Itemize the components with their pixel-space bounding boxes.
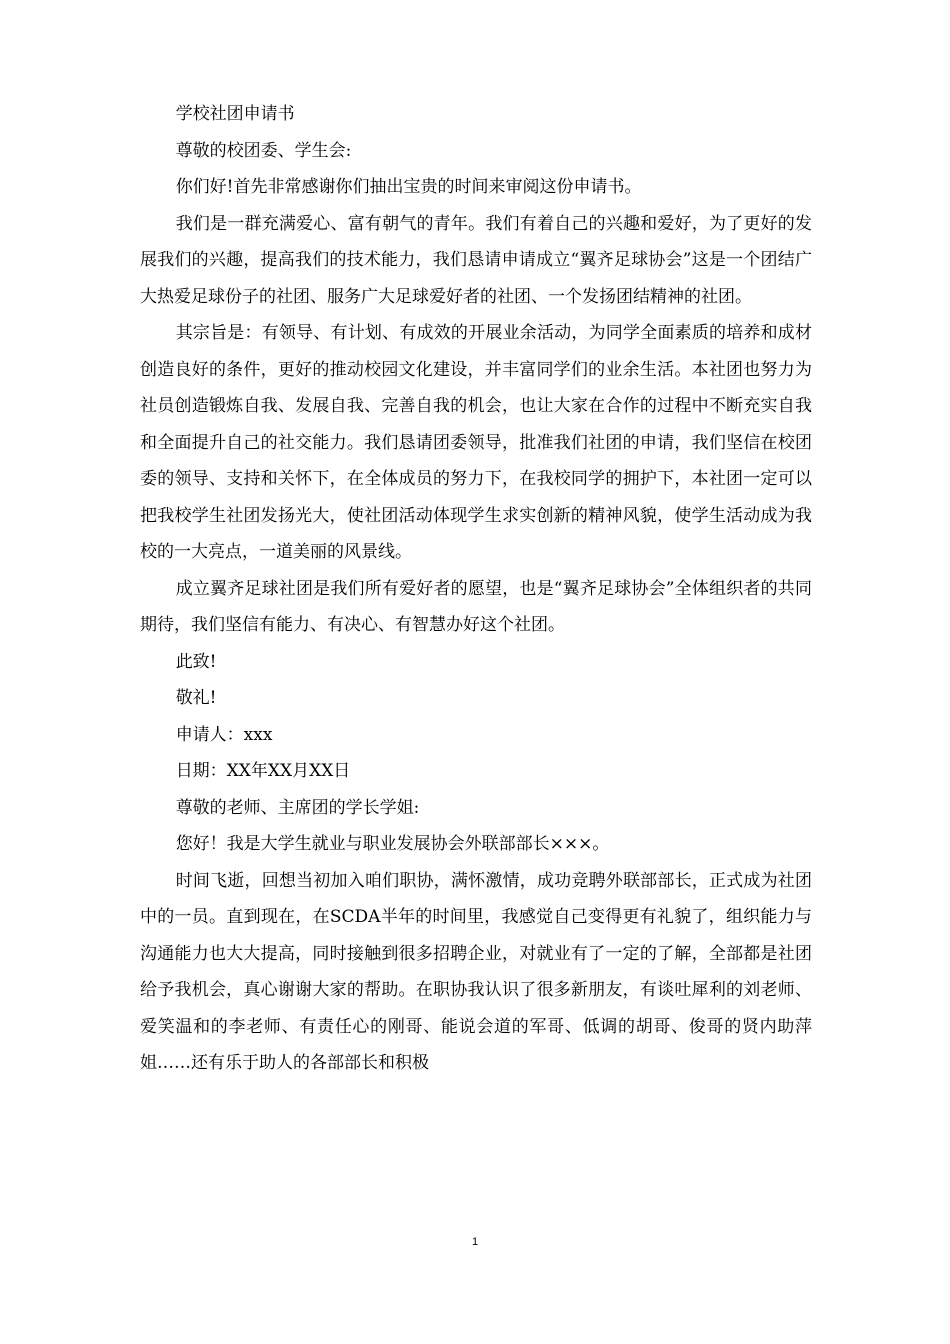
date-line: 日期：XX年XX月XX日 [175,761,351,781]
document-title: 学校社团申请书 [175,104,295,124]
applicant-line: 申请人：xxx [175,724,273,745]
body-paragraph-intro: 我们是一群充满爱心、富有朝气的青年。我们有着自己的兴趣和爱好，为了更好的发展我们的兴趣，提高我们的技术能力，我们恳请申请成立“翼齐足球协会”这是一个团结广大热爱足球份子的社团、服务广大足球爱好者的社团、一个发扬团结精神的社团。 [140,213,812,307]
second-greeting: 您好！我是大学生就业与职业发展协会外联部部长×××。 [175,834,610,854]
closing-line-1: 此致! [175,651,217,672]
greeting-paragraph: 你们好!首先非常感谢你们抽出宝贵的时间来审阅这份申请书。 [175,177,642,197]
document-body [140,96,812,1082]
body-paragraph-purpose: 其宗旨是：有领导、有计划、有成效的开展业余活动，为同学全面素质的培养和成材创造良好的条件，更好的推动校园文化建设，并丰富同学们的业余生活。本社团也努力为社员创造锻炼自我、发展自我、完善自我的机会，也让大家在合作的过程中不断充实自我和全面提升自己的社交能力。我们恳请团委领导，批准我们社团的申请，我们坚信在校团委的领导、支持和关怀下，在全体成员的努力下，在我校同学的拥护下，本社团一定可以把我校学生社团发扬光大，使社团活动体现学生求实创新的精神风貌，使学生活动成为我校的一大亮点，一道美丽的风景线。 [140,323,812,562]
closing-line-2: 敬礼! [175,688,217,708]
second-body-paragraph: 时间飞逝，回想当初加入咱们职协，满怀激情，成功竞聘外联部部长，正式成为社团中的一员。直到现在，在SCDA半年的时间里，我感觉自己变得更有礼貌了，组织能力与沟通能力也大大提高，同时接触到很多招聘企业，对就业有了一定的了解，全部都是社团给予我机会，真心谢谢大家的帮助。在职协我认识了很多新朋友，有谈吐犀利的刘老师、爱笑温和的李老师、有责任心的刚哥、能说会道的军哥、低调的胡哥、俊哥的贤内助萍姐……还有乐于助人的各部部长和积极 [140,870,812,1073]
body-paragraph-closing: 成立翼齐足球社团是我们所有爱好者的愿望，也是“翼齐足球协会”全体组织者的共同期待，我们坚信有能力、有决心、有智慧办好这个社团。 [140,578,812,635]
salutation: 尊敬的校团委、学生会: [175,140,352,161]
page-number: 1 [471,1236,479,1248]
second-salutation: 尊敬的老师、主席团的学长学姐: [175,797,420,818]
